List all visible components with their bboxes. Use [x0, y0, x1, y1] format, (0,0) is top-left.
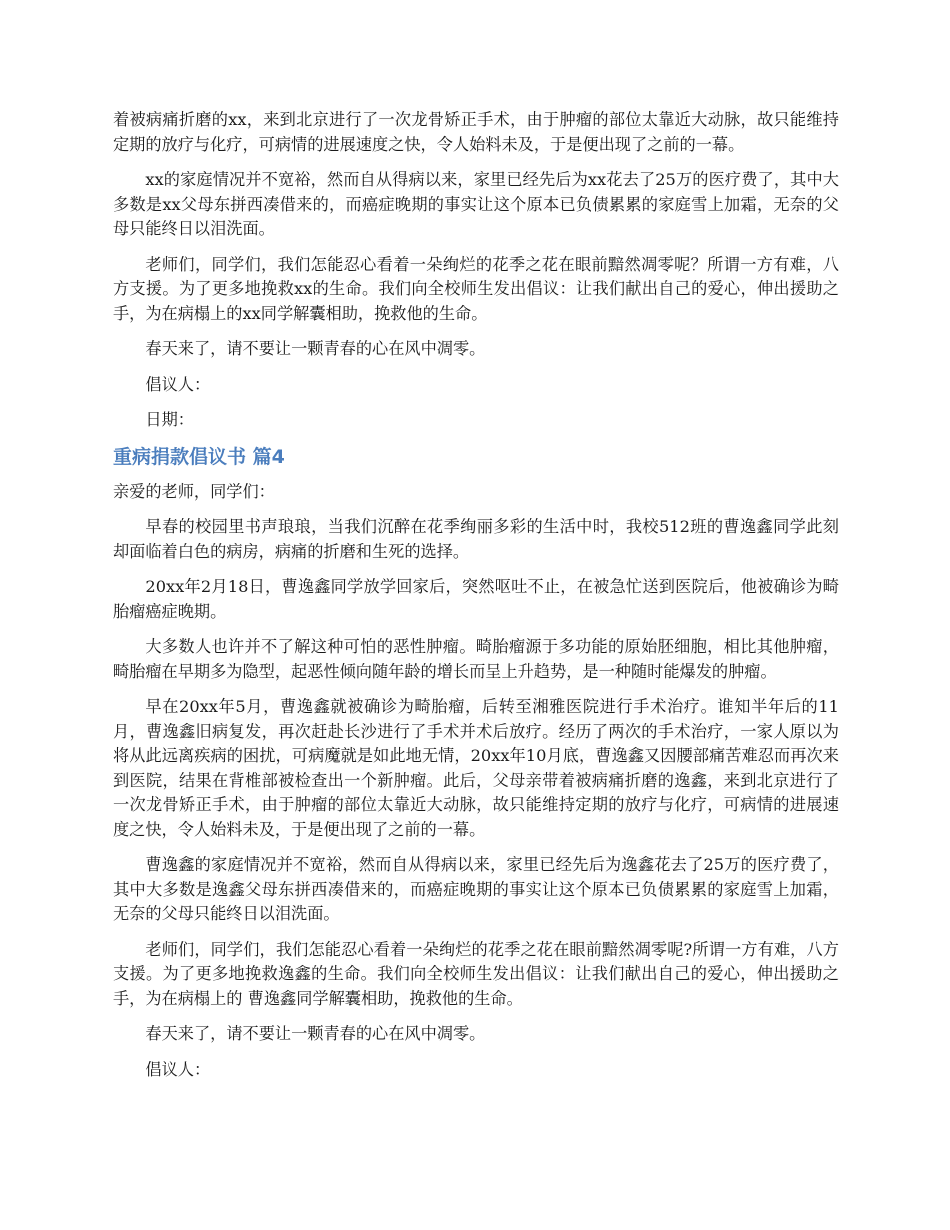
paragraph-continuation: 着被病痛折磨的xx，来到北京进行了一次龙骨矫正手术，由于肿瘤的部位太靠近大动脉，故只能维持定期的放疗与化疗，可病情的进展速度之快，令人始料未及，于是便出现了之前的一幕。 — [113, 110, 839, 154]
paragraph-tumor-info: 大多数人也许并不了解这种可怕的恶性肿瘤。畸胎瘤源于多功能的原始胚细胞，相比其他肿瘤，畸胎瘤在早期多为隐型，起恶性倾向随年龄的增长而呈上升趋势，是一种随时能爆发的肿瘤。 — [113, 637, 839, 681]
paragraph-spring-2: 春天来了，请不要让一颗青春的心在风中凋零。 — [145, 1024, 486, 1043]
initiator-line-2: 倡议人： — [145, 1059, 211, 1079]
paragraph-spring: 春天来了，请不要让一颗青春的心在风中凋零。 — [145, 339, 486, 358]
paragraph-history: 早在20xx年5月，曹逸鑫就被确诊为畸胎瘤，后转至湘雅医院进行手术治疗。谁知半年后的11月，曹逸鑫旧病复发，再次赶赴长沙进行了手术并术后放疗。经历了两次的手术治疗，一家人原以为将从此远离疾病的困扰，可病魔就是如此地无情，20xx年10月底，曹逸鑫又因腰部痛苦难忍而再次来到医院，结果在背椎部被检查出一个新肿瘤。此后，父母亲带着被病痛折磨的逸鑫，来到北京进行了一次龙骨矫正手术，由于肿瘤的部位太靠近大动脉，故只能维持定期的放疗与化疗，可病情的进展速度之快，令人始料未及，于是便出现了之前的一幕。 — [113, 697, 839, 839]
paragraph-appeal-2: 老师们，同学们，我们怎能忍心看着一朵绚烂的花季之花在眼前黯然凋零呢?所谓一方有难，八方支援。为了更多地挽救逸鑫的生命。我们向全校师生发出倡议：让我们献出自己的爱心，伸出援助之手，为在病榻上的 曹逸鑫同学解囊相助，挽救他的生命。 — [113, 939, 839, 1008]
date-line: 日期： — [145, 410, 194, 429]
paragraph-appeal: 老师们，同学们，我们怎能忍心看着一朵绚烂的花季之花在眼前黯然凋零呢？所谓一方有难，八方支援。为了更多地挽救xx的生命。我们向全校师生发出倡议：让我们献出自己的爱心，伸出援助之手，为在病榻上的xx同学解囊相助，挽救他的生命。 — [113, 254, 839, 323]
paragraph-intro: 早春的校园里书声琅琅，当我们沉醉在花季绚丽多彩的生活中时，我校512班的曹逸鑫同学此刻却面临着白色的病房，病痛的折磨和生死的选择。 — [113, 517, 839, 561]
greeting: 亲爱的老师，同学们： — [113, 481, 275, 501]
paragraph-family-situation: xx的家庭情况并不宽裕，然而自从得病以来，家里已经先后为xx花去了25万的医疗费了，其中大多数是xx父母东拼西凑借来的，而癌症晚期的事实让这个原本已负债累累的家庭雪上加霜，无奈的父母只能终日以泪洗面。 — [113, 170, 839, 238]
initiator-line: 倡议人： — [145, 374, 211, 394]
paragraph-diagnosis: 20xx年2月18日，曹逸鑫同学放学回家后，突然呕吐不止，在被急忙送到医院后，他被确诊为畸胎瘤癌症晚期。 — [113, 577, 839, 621]
document-page — [113, 108, 839, 1093]
paragraph-family-situation-2: 曹逸鑫的家庭情况并不宽裕，然而自从得病以来，家里已经先后为逸鑫花去了25万的医疗费了，其中大多数是逸鑫父母东拼西凑借来的，而癌症晚期的事实让这个原本已负债累累的家庭雪上加霜，无奈的父母只能终日以泪洗面。 — [113, 855, 839, 923]
section-heading: 重病捐款倡议书 篇4 — [113, 445, 285, 468]
